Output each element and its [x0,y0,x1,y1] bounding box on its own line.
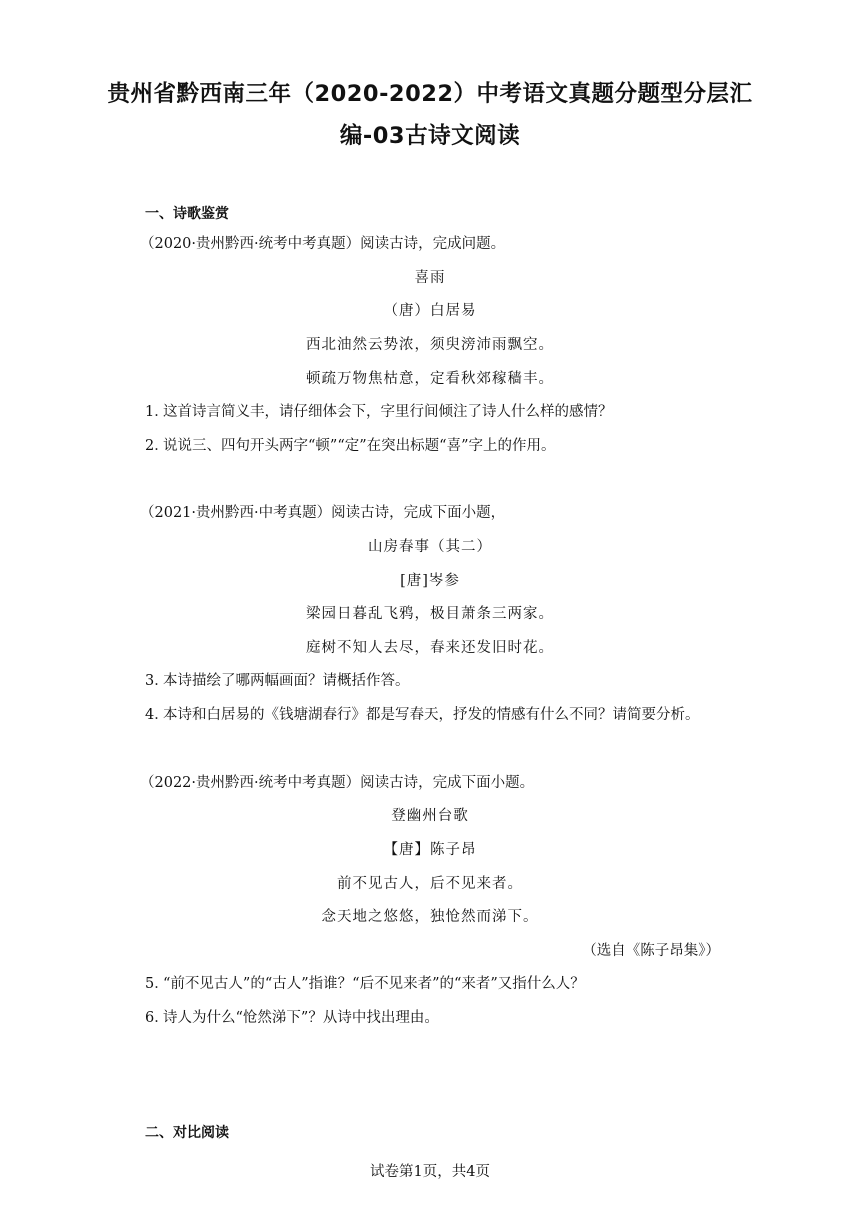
poem-title: 山房春事（其二） [368,539,492,555]
poem-title: 喜雨 [414,270,446,286]
poem-line: 顿疏万物焦枯意，定看秋郊稼穑丰。 [306,371,554,387]
poem-title: 登幽州台歌 [391,808,469,824]
question-item [145,669,410,690]
question-number: 4． [145,707,169,723]
question-number: 5． [145,976,169,992]
poem-author: 【唐】陈子昂 [383,842,477,858]
poem-author: [唐]岑参 [400,573,460,589]
poem-source: （选自《陈子昂集》） [582,943,720,959]
section-heading-poetry: 一、诗歌鉴赏 [145,206,229,222]
section-heading-comparative-reading: 二、对比阅读 [145,1125,229,1141]
question-item [145,400,613,421]
question-number: 1． [145,404,169,420]
poem-line: 西北油然云势浓，须臾滂沛雨飘空。 [306,337,554,353]
poem-line: 念天地之悠悠，独怆然而涕下。 [321,909,539,925]
question-text: “前不见古人”的“古人”指谁？“后不见来者”的“来者”又指什么人？ [163,976,585,992]
question-intro: （2021·贵州黔西·中考真题）阅读古诗，完成下面小题， [140,505,506,521]
document-title-line-1: 贵州省黔西南三年（2020-2022）中考语文真题分题型分层汇 [107,81,753,107]
question-intro: （2020·贵州黔西·统考中考真题）阅读古诗，完成问题。 [140,236,506,252]
poem-line: 前不见古人，后不见来者。 [337,876,523,892]
poem-line: 梁园日暮乱飞鸦，极目萧条三两家。 [306,606,554,622]
question-item [145,434,555,455]
document-title-line-2: 编-03古诗文阅读 [339,123,521,149]
question-number: 2． [145,438,169,454]
question-item [145,972,585,993]
question-item [145,703,700,724]
question-item [145,1006,439,1027]
question-text: 诗人为什么“怆然涕下”？从诗中找出理由。 [163,1010,439,1026]
question-intro: （2022·贵州黔西·统考中考真题）阅读古诗，完成下面小题。 [140,775,535,791]
page-footer: 试卷第1页，共4页 [370,1164,490,1180]
question-number: 6． [145,1010,169,1026]
question-text: 本诗和白居易的《钱塘湖春行》都是写春天，抒发的情感有什么不同？请简要分析。 [163,707,700,723]
question-number: 3． [145,673,169,689]
poem-author: （唐）白居易 [383,303,477,319]
question-text: 说说三、四句开头两字“顿”“定”在突出标题“喜”字上的作用。 [163,438,556,454]
poem-line: 庭树不知人去尽，春来还发旧时花。 [306,640,554,656]
question-text: 这首诗言简义丰，请仔细体会下，字里行间倾注了诗人什么样的感情？ [163,404,613,420]
question-text: 本诗描绘了哪两幅画面？请概括作答。 [163,673,410,689]
